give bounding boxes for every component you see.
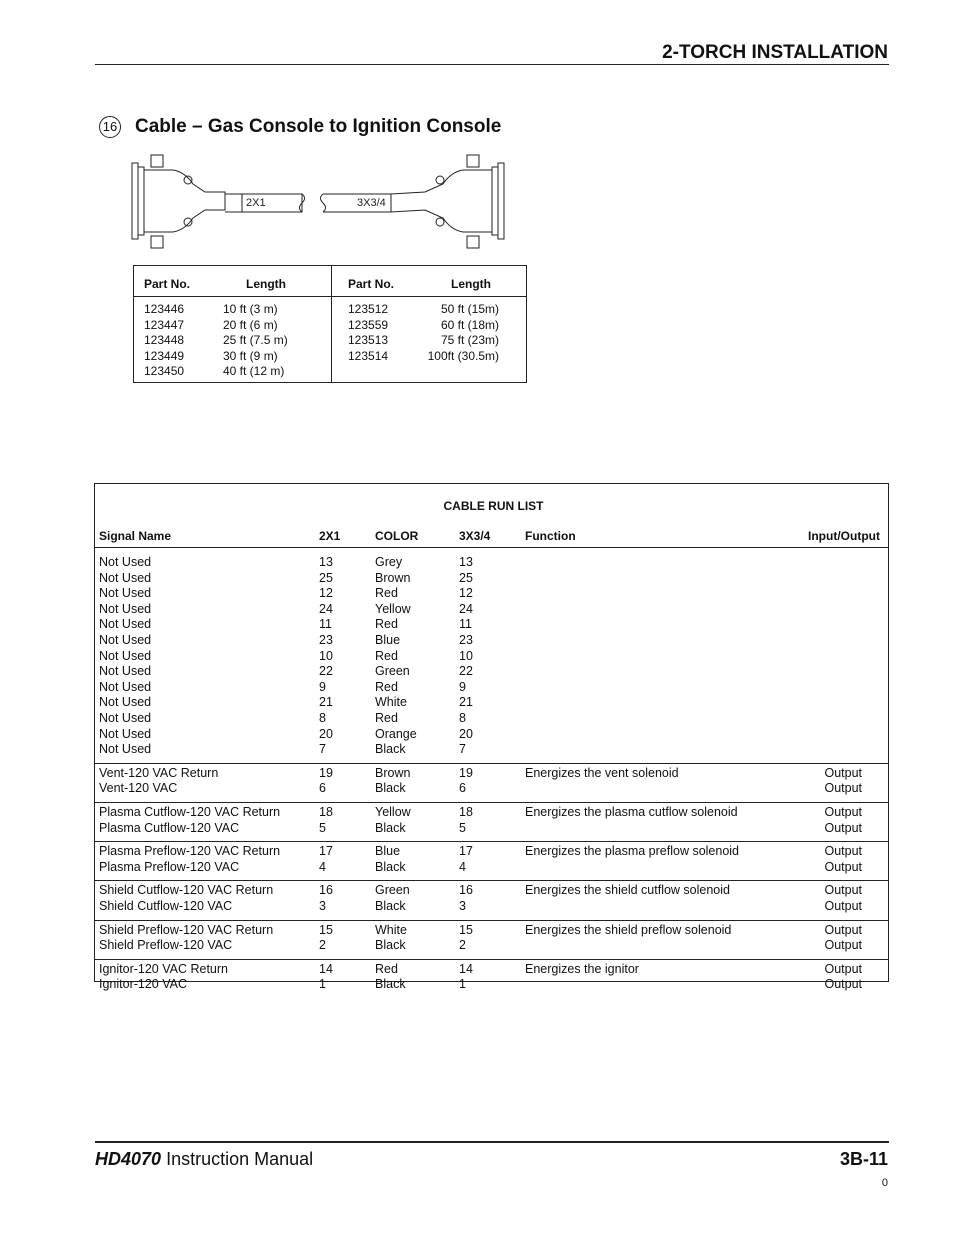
table-row	[95, 711, 888, 727]
io-value: Output	[824, 938, 862, 953]
group-divider	[95, 920, 888, 921]
table-row	[95, 742, 888, 758]
pin-3x3: 13	[459, 555, 473, 569]
length-value: 10 ft (3 m)	[223, 302, 278, 316]
signal-name: Not Used	[99, 570, 152, 585]
part-no-header-left: Part No.	[144, 277, 191, 291]
wire-color: Red	[375, 961, 398, 976]
signal-name: Not Used	[99, 679, 152, 694]
part-number-table	[133, 265, 527, 383]
left-connector-label: 2X1	[246, 197, 266, 209]
table-row	[95, 555, 888, 571]
part-no: 123448	[144, 333, 185, 348]
signal-name: Not Used	[99, 555, 152, 569]
io-value: Output	[824, 820, 862, 835]
pin-3x3: 4	[459, 859, 466, 874]
signal-name: Not Used	[99, 633, 152, 647]
part-no: 123513	[348, 333, 389, 348]
pin-2x1: 3	[319, 899, 326, 913]
signal-name: Plasma Preflow-120 VAC	[99, 859, 240, 874]
pin-3x3: 19	[459, 765, 473, 780]
part-no-list-right	[348, 302, 388, 364]
cable-run-list	[94, 483, 889, 992]
length-value: 25 ft (7.5 m)	[223, 333, 288, 348]
col-header-2x1: 2X1	[319, 529, 341, 543]
header-rule	[95, 64, 889, 65]
footer-manual-title	[95, 1149, 313, 1170]
wire-color: Blue	[375, 633, 401, 647]
pin-2x1: 22	[319, 664, 333, 679]
pin-3x3: 10	[459, 648, 473, 663]
wire-color: Black	[375, 899, 406, 913]
io-value: Output	[824, 977, 862, 992]
signal-name: Ignitor-120 VAC	[99, 977, 188, 992]
table-row	[95, 860, 888, 876]
table-row	[95, 586, 888, 602]
signal-name: Not Used	[99, 711, 152, 725]
pin-3x3: 25	[459, 570, 473, 585]
header-divider	[95, 547, 888, 548]
right-connector-label: 3X3/4	[357, 197, 386, 209]
pin-3x3: 3	[459, 899, 466, 913]
pin-3x3: 14	[459, 961, 473, 976]
pin-2x1: 11	[319, 617, 332, 632]
signal-name: Not Used	[99, 601, 152, 616]
col-header-color: COLOR	[375, 529, 419, 543]
pin-2x1: 16	[319, 883, 333, 898]
col-header-3x3: 3X3/4	[459, 529, 491, 543]
table-row	[95, 680, 888, 696]
io-value: Output	[824, 765, 862, 780]
signal-name: Plasma Cutflow-120 VAC	[99, 820, 240, 835]
pin-2x1: 18	[319, 805, 333, 819]
length-header-right: Length	[451, 277, 491, 291]
wire-color: Green	[375, 883, 410, 898]
table-row	[95, 664, 888, 680]
signal-name: Plasma Preflow-120 VAC Return	[99, 844, 281, 859]
function-text: Energizes the vent solenoid	[525, 765, 679, 780]
pin-3x3: 18	[459, 805, 473, 819]
pin-2x1: 15	[319, 922, 333, 937]
footer-rule	[95, 1141, 889, 1143]
signal-name: Vent-120 VAC	[99, 781, 178, 796]
wire-color: Grey	[375, 555, 403, 569]
length-value: 40 ft (12 m)	[223, 364, 285, 379]
wire-color: Red	[375, 617, 398, 632]
wire-color: Black	[375, 977, 406, 992]
pin-2x1: 14	[319, 961, 333, 976]
pin-3x3: 20	[459, 726, 473, 741]
table-row	[95, 617, 888, 633]
pin-2x1: 9	[319, 679, 326, 694]
part-no: 123449	[144, 348, 185, 363]
signal-name: Vent-120 VAC Return	[99, 765, 219, 780]
col-header-signal: Signal Name	[99, 529, 172, 543]
table-row	[95, 633, 888, 649]
wire-color: Black	[375, 820, 406, 835]
io-value: Output	[824, 859, 862, 874]
signal-name: Not Used	[99, 664, 152, 679]
length-value: 60 ft (18m)	[440, 317, 499, 332]
io-value: Output	[824, 899, 862, 913]
pin-2x1: 17	[319, 844, 333, 859]
section-title: 2-TORCH INSTALLATION	[662, 42, 888, 63]
wire-color: Black	[375, 781, 406, 796]
length-list-left	[223, 302, 288, 380]
footer-model: HD4070	[95, 1149, 162, 1169]
group-divider	[95, 841, 888, 842]
pin-3x3: 12	[459, 586, 473, 601]
signal-name: Ignitor-120 VAC Return	[99, 961, 228, 976]
revision-number: 0	[881, 1177, 888, 1189]
pin-2x1: 8	[319, 711, 326, 725]
length-value: 100ft (30.5m)	[427, 348, 499, 363]
io-value: Output	[824, 883, 862, 898]
signal-name: Not Used	[99, 586, 152, 601]
signal-name: Shield Cutflow-120 VAC Return	[99, 883, 274, 898]
function-text: Energizes the shield preflow solenoid	[525, 922, 732, 937]
pin-2x1: 7	[319, 742, 326, 757]
wire-color: Red	[375, 648, 398, 663]
pin-3x3: 6	[459, 781, 466, 796]
group-divider	[95, 763, 888, 764]
table-row	[95, 923, 888, 939]
table-row	[95, 781, 888, 797]
table-row	[95, 805, 888, 821]
table-row	[95, 602, 888, 618]
length-value: 75 ft (23m)	[440, 333, 499, 348]
signal-name: Shield Cutflow-120 VAC	[99, 899, 233, 913]
col-header-io: Input/Output	[808, 529, 880, 543]
pin-2x1: 21	[319, 695, 333, 710]
pin-2x1: 4	[319, 859, 326, 874]
pin-2x1: 23	[319, 633, 333, 647]
footer-manual: Instruction Manual	[166, 1149, 314, 1169]
pin-2x1: 5	[319, 820, 326, 835]
pin-3x3: 8	[459, 711, 466, 725]
group-divider	[95, 802, 888, 803]
signal-name: Not Used	[99, 742, 152, 757]
pin-3x3: 1	[459, 977, 466, 992]
pin-3x3: 21	[459, 695, 473, 710]
pin-2x1: 10	[319, 648, 333, 663]
signal-name: Not Used	[99, 648, 152, 663]
io-value: Output	[824, 922, 862, 937]
part-no: 123512	[348, 302, 389, 316]
table-row	[95, 571, 888, 587]
group-divider	[95, 959, 888, 960]
pin-2x1: 2	[319, 938, 326, 953]
length-value: 30 ft (9 m)	[223, 348, 278, 363]
part-no: 123450	[144, 364, 185, 379]
pin-3x3: 16	[459, 883, 473, 898]
item-title: Cable – Gas Console to Ignition Console	[135, 116, 502, 137]
pin-3x3: 5	[459, 820, 466, 835]
pin-2x1: 19	[319, 765, 333, 780]
length-value: 20 ft (6 m)	[223, 317, 278, 332]
signal-name: Plasma Cutflow-120 VAC Return	[99, 805, 281, 819]
table-row	[95, 821, 888, 837]
io-value: Output	[824, 961, 862, 976]
table-row	[95, 727, 888, 743]
signal-name: Shield Preflow-120 VAC Return	[99, 922, 274, 937]
table-row	[95, 766, 888, 782]
function-text: Energizes the plasma cutflow solenoid	[525, 805, 738, 819]
pin-3x3: 15	[459, 922, 473, 937]
part-no: 123514	[348, 348, 389, 363]
table-row	[95, 844, 888, 860]
part-no-header-right: Part No.	[348, 277, 395, 291]
right-connector-icon	[391, 155, 504, 248]
signal-name: Shield Preflow-120 VAC	[99, 938, 233, 953]
length-header-left: Length	[246, 277, 286, 291]
signal-name: Not Used	[99, 617, 152, 632]
table-row	[95, 649, 888, 665]
pin-2x1: 12	[319, 586, 333, 601]
wire-color: Black	[375, 742, 406, 757]
pin-2x1: 20	[319, 726, 333, 741]
length-list-right	[424, 302, 499, 364]
pin-2x1: 13	[319, 555, 333, 569]
wire-color: Red	[375, 679, 398, 694]
function-text: Energizes the shield cutflow solenoid	[525, 883, 730, 898]
part-no-list-left	[144, 302, 184, 380]
wire-color: Green	[375, 664, 410, 679]
wire-color: Brown	[375, 570, 411, 585]
wire-color: Red	[375, 711, 398, 725]
signal-name: Not Used	[99, 695, 152, 710]
table-row	[95, 938, 888, 954]
wire-color: Orange	[375, 726, 417, 741]
io-value: Output	[824, 805, 862, 819]
table-row	[95, 695, 888, 711]
table-row	[95, 899, 888, 915]
table-row	[95, 977, 888, 993]
wire-color: Black	[375, 938, 406, 953]
pin-2x1: 6	[319, 781, 326, 796]
io-value: Output	[824, 844, 862, 859]
wire-color: Yellow	[375, 805, 411, 819]
pin-3x3: 23	[459, 633, 473, 647]
wire-color: Blue	[375, 844, 401, 859]
io-value: Output	[824, 781, 862, 796]
function-text: Energizes the ignitor	[525, 961, 639, 976]
table-row	[95, 883, 888, 899]
signal-name: Not Used	[99, 726, 152, 741]
pin-3x3: 22	[459, 664, 473, 679]
pin-3x3: 11	[459, 617, 472, 632]
pin-3x3: 7	[459, 742, 466, 757]
table-row	[95, 962, 888, 978]
pin-2x1: 1	[319, 977, 326, 992]
wire-color: White	[375, 922, 407, 937]
part-no: 123559	[348, 317, 389, 332]
pin-3x3: 2	[459, 938, 466, 953]
length-value: 50 ft (15m)	[440, 302, 499, 316]
item-number-badge: 16	[99, 116, 121, 138]
pin-2x1: 24	[319, 601, 333, 616]
function-text: Energizes the plasma preflow solenoid	[525, 844, 740, 859]
pin-3x3: 17	[459, 844, 473, 859]
cable-diagram	[125, 150, 515, 255]
wire-color: Brown	[375, 765, 411, 780]
pin-2x1: 25	[319, 570, 333, 585]
col-header-function: Function	[525, 529, 576, 543]
wire-color: Yellow	[375, 601, 411, 616]
part-no: 123446	[144, 302, 185, 316]
part-no: 123447	[144, 317, 185, 332]
cable-run-list-title: CABLE RUN LIST	[443, 499, 544, 513]
wire-color: Red	[375, 586, 398, 601]
page-number: 3B-11	[839, 1149, 888, 1169]
group-divider	[95, 880, 888, 881]
left-connector-icon	[132, 155, 225, 248]
wire-color: Black	[375, 859, 406, 874]
pin-3x3: 9	[459, 679, 466, 694]
wire-color: White	[375, 695, 407, 710]
pin-3x3: 24	[459, 601, 473, 616]
part-table-divider	[331, 266, 332, 382]
